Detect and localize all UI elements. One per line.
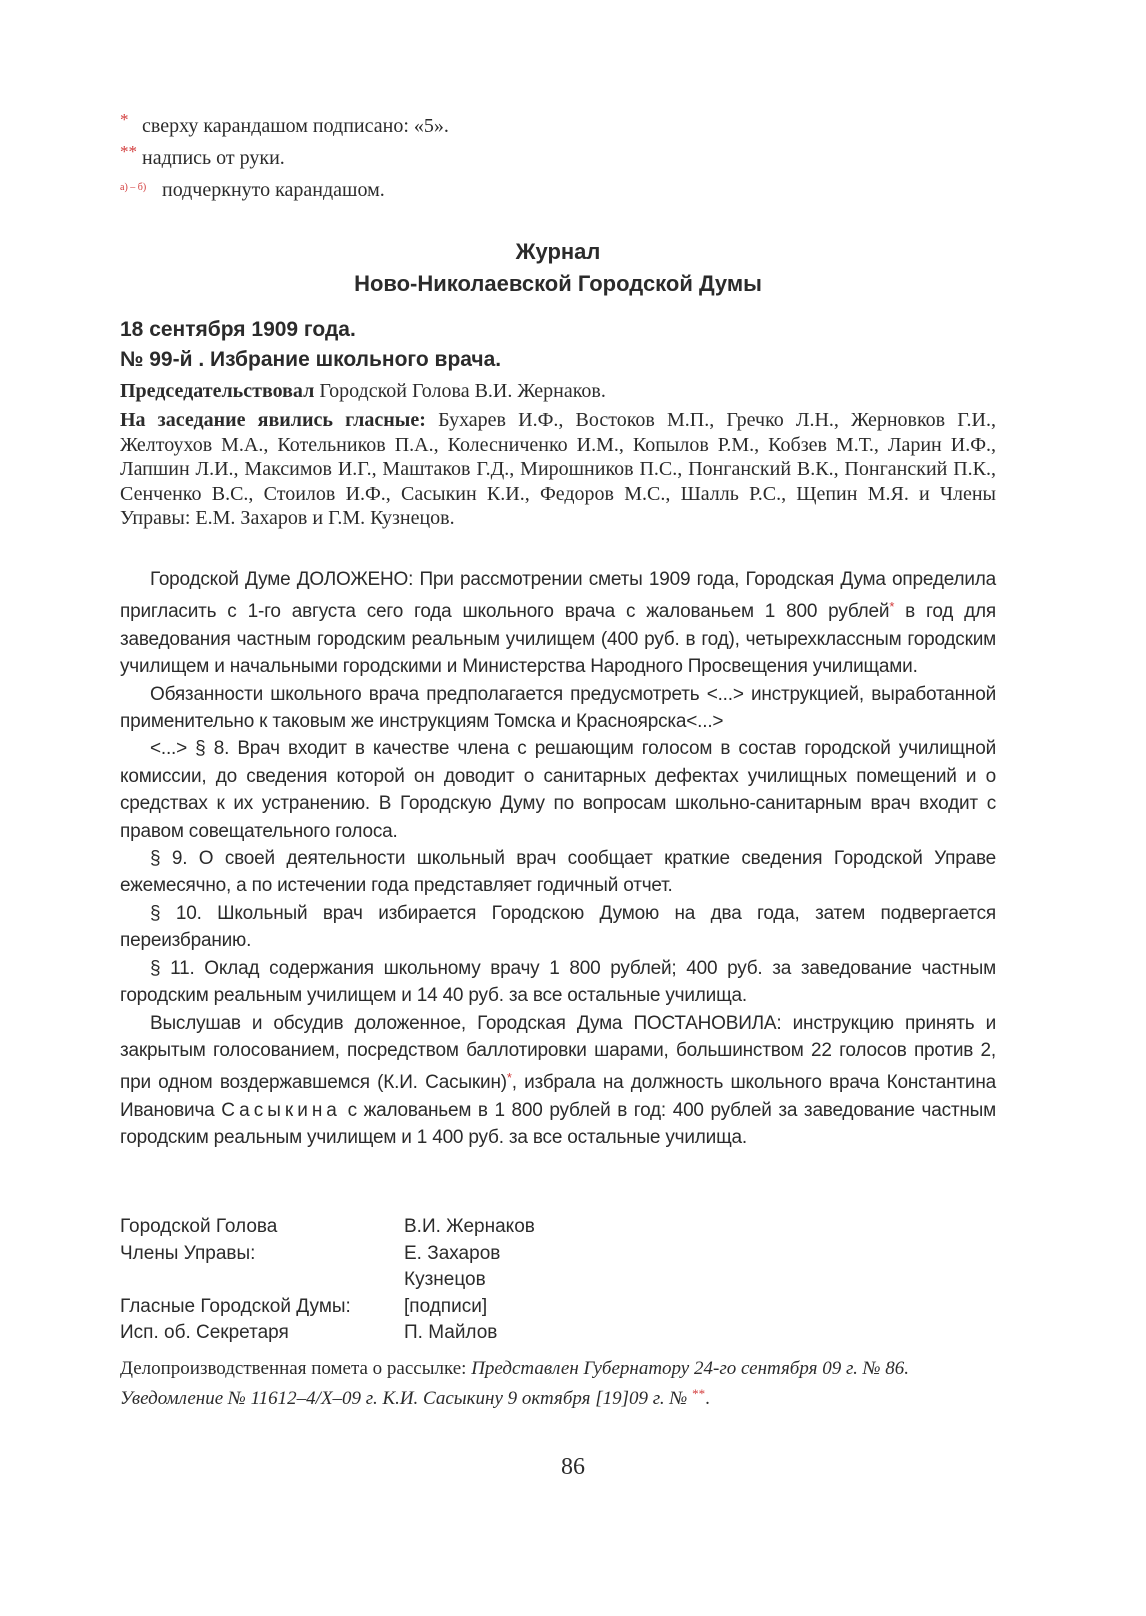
footnote-text: надпись от руки. bbox=[142, 147, 285, 169]
paragraph-text: Городской Думе ДОЛОЖЕНО: При рассмотрении сметы 1909 года, Городская Дума определила пригласить с 1-го августа сего года школьного врача с жалованьем 1 800 рублей bbox=[120, 569, 996, 623]
footnote-ref: ** bbox=[692, 1386, 706, 1401]
distribution-text: Представлен Губернатору 24-го сентября 09 г. № 86. Уведомление № 11612–4/X–09 г. К.И. Сасыкину 9 октября [19]09 г. № bbox=[120, 1358, 910, 1409]
elected-surname: Сасыкина bbox=[221, 1099, 341, 1121]
signature-role: Исп. об. Секретаря bbox=[120, 1322, 289, 1343]
signature-row bbox=[120, 1267, 720, 1294]
body-paragraph: § 10. Школьный врач избирается Городскою Думою на два года, затем подвергается переизбранию. bbox=[120, 902, 996, 952]
footnote bbox=[120, 142, 980, 174]
footnote-text: сверху карандашом подписано: «5». bbox=[142, 115, 449, 137]
distribution-lead: Делопроизводственная помета о рассылке: bbox=[120, 1358, 472, 1379]
document-body bbox=[120, 566, 996, 1152]
chair-lead: Председательствовал bbox=[120, 380, 315, 402]
chair-text: Городской Голова В.И. Жернаков. bbox=[314, 380, 606, 402]
signature-role: Городской Голова bbox=[120, 1216, 278, 1237]
signature-row bbox=[120, 1241, 720, 1268]
attendees-lead: На заседание явились гласные: bbox=[120, 409, 426, 431]
body-paragraph bbox=[120, 1010, 996, 1152]
body-paragraph: Обязанности школьного врача предполагается предусмотреть <...> инструкцией, выработанной применительно к таковым же инструкциям Томска и Красноярска<...> bbox=[120, 683, 996, 733]
signature-role: Гласные Городской Думы: bbox=[120, 1295, 351, 1317]
signature-row bbox=[120, 1320, 720, 1347]
body-paragraph: <...> § 8. Врач входит в качестве члена с решающим голосом в состав городской училищной комиссии, до сведения которой он доводит о санитарных дефектах училищных помещений и о средствах к их устранению. В Городскую Думу по вопросам школьно-санитарным врач входит с правом совещательного голоса. bbox=[120, 738, 996, 842]
paragraph-text: с жалованьем в 1 800 рублей в год: 400 рублей за заведование частным городским реальным училищем и 1 400 руб. за все остальные училища. bbox=[120, 1099, 996, 1149]
paragraph-text: в год для заведования частным городским реальным училищем (400 руб. в год), четырехклассным городским училищем и начальными городскими и Министерства Народного Просвещения училищами. bbox=[120, 601, 996, 678]
footnote-text: подчеркнуто карандашом. bbox=[162, 179, 385, 201]
body-paragraph: § 11. Оклад содержания школьному врачу 1 800 рублей; 400 руб. за заведование частным городским реальным училищем и 14 40 руб. за все остальные училища. bbox=[120, 957, 996, 1007]
signature-role: Члены Управы: bbox=[120, 1242, 256, 1264]
signature-role bbox=[120, 1267, 404, 1294]
meeting-date: 18 сентября 1909 года. bbox=[120, 318, 356, 341]
chair-line bbox=[120, 378, 996, 404]
signature-block bbox=[120, 1214, 720, 1347]
attendees-text: Бухарев И.Ф., Востоков М.П., Гречко Л.Н., Жерновков Г.И., Желтоухов М.А., Котельников П.А., Колесниченко И.М., Копылов Р.М., Кобзев М.Т., Ларин И.Ф., Лапшин Л.И., Максимов И.Г., Маштаков Г.Д., Мирошников П.С., Понганский В.К., Понганский П.К., Сенченко В.С., Стоилов И.Ф., Сасыкин К.И., Федоров М.С., Шалль Р.С., Щепин М.Я. и Члены Управы: Е.М. Захаров и Г.М. Кузнецов. bbox=[120, 409, 996, 529]
footnote-ref: * bbox=[889, 599, 895, 615]
attendees-paragraph bbox=[120, 408, 996, 531]
body-paragraph: § 9. О своей деятельности школьный врач сообщает краткие сведения Городской Управе ежемесячно, а по истечении года представляет годичный отчет. bbox=[120, 848, 996, 897]
footnote-ref: * bbox=[506, 1070, 512, 1086]
agenda-item-heading: № 99-й . Избрание школьного врача. bbox=[120, 348, 502, 371]
footnote-mark: а) – б) bbox=[120, 182, 147, 193]
signature-name: [подписи] bbox=[404, 1295, 488, 1317]
paragraph-text: Выслушав и обсудив доложенное, Городская Дума ПОСТАНОВИЛА: инструкцию принять и закрытым голосованием, посредством баллотировки шарами, большинством 22 голосов против 2, при одном воздержавшемся (К.И. Сасыкин) bbox=[120, 1012, 996, 1094]
signature-name: В.И. Жернаков bbox=[404, 1216, 535, 1237]
footnote bbox=[120, 174, 980, 206]
body-paragraph bbox=[120, 566, 996, 681]
page-number: 86 bbox=[561, 1454, 585, 1480]
signature-name: Е. Захаров bbox=[404, 1242, 501, 1264]
footnote-mark: * bbox=[120, 110, 129, 129]
distribution-note bbox=[120, 1356, 996, 1411]
signature-name: Кузнецов bbox=[404, 1269, 486, 1290]
footnote bbox=[120, 110, 980, 142]
footnote-mark: ** bbox=[120, 142, 137, 161]
signature-name: П. Майлов bbox=[404, 1322, 498, 1343]
distribution-end: . bbox=[705, 1388, 710, 1409]
signature-row bbox=[120, 1214, 720, 1241]
paragraph-text: , избрала на должность школьного врача Константина Ивановича bbox=[120, 1072, 996, 1121]
footnotes bbox=[120, 110, 980, 206]
signature-row bbox=[120, 1294, 720, 1321]
document-subtitle: Ново-Николаевской Городской Думы bbox=[354, 271, 762, 296]
document-title: Журнал bbox=[515, 239, 601, 264]
